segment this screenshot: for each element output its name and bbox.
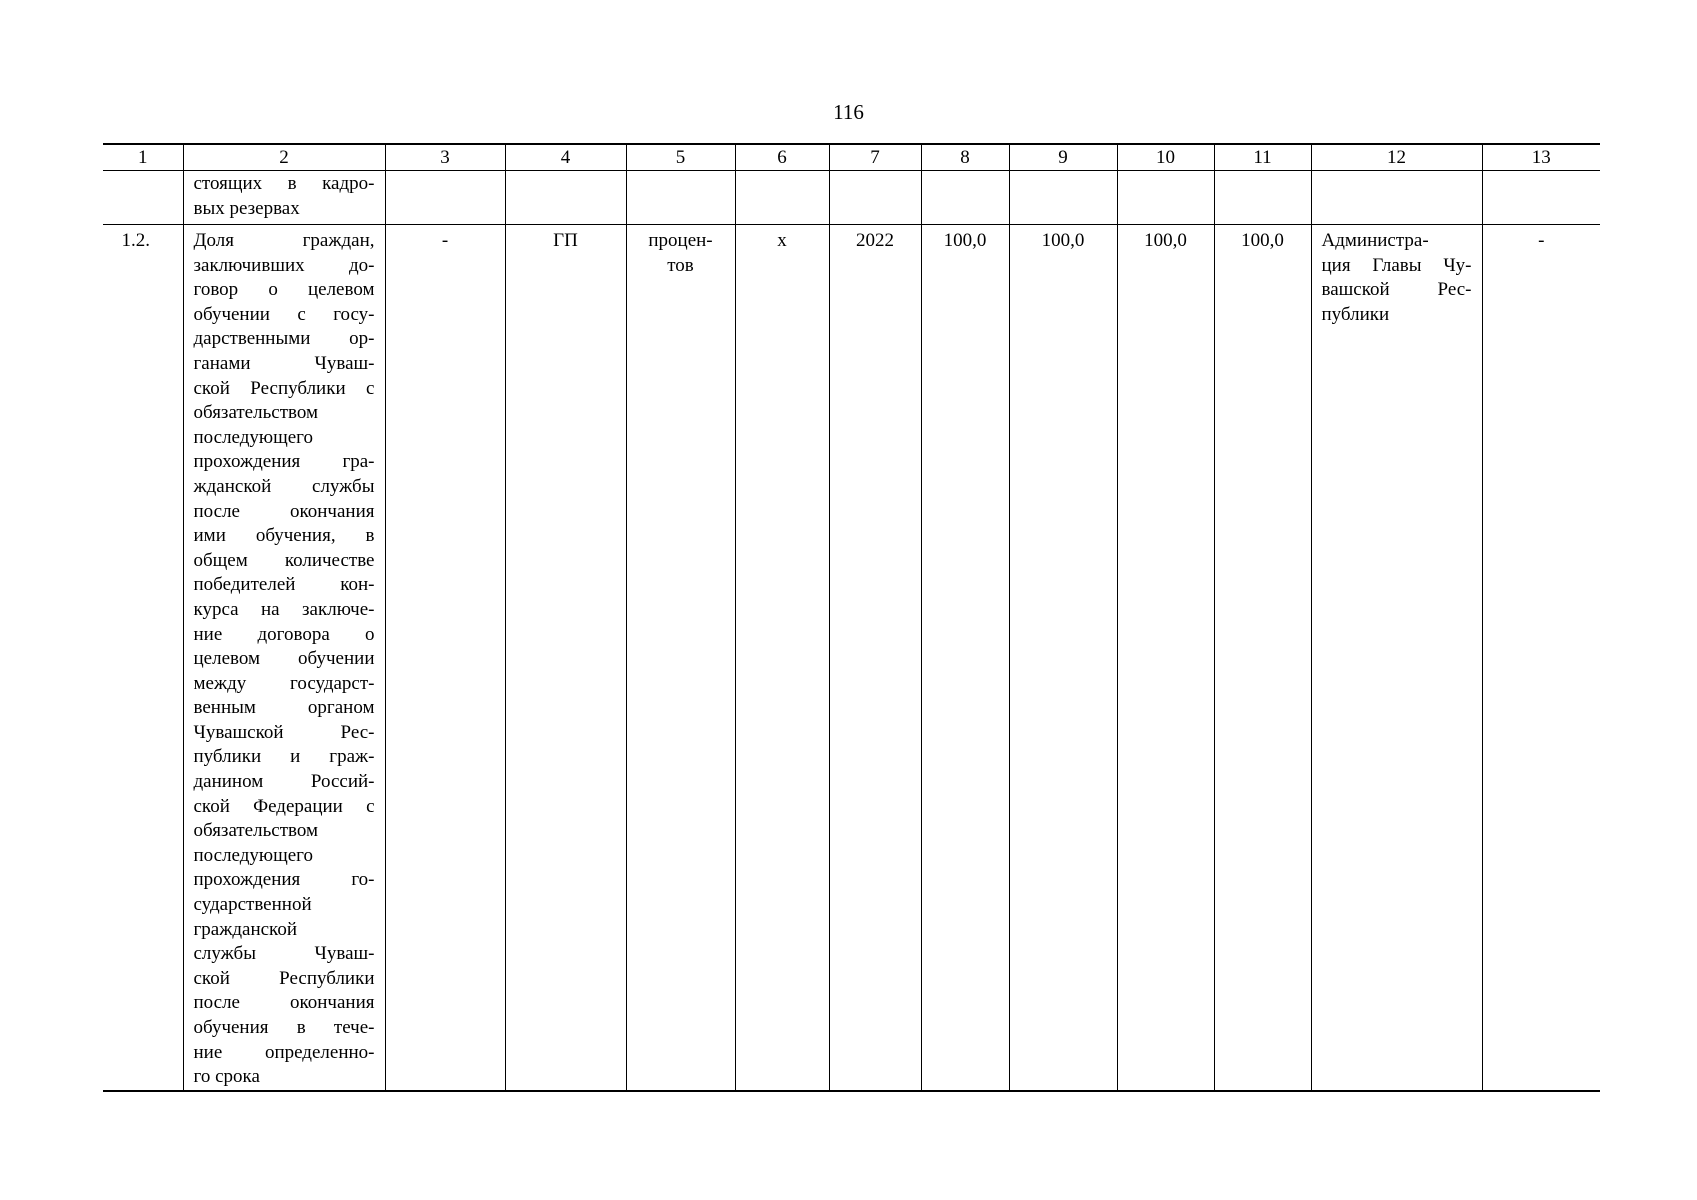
column-header: 11 [1214,144,1311,171]
value-col11: 100,0 [1241,230,1284,251]
value-cell [1214,225,1311,1091]
text-line: ской Федерации с [193,795,375,817]
row-number: 1.2. [121,230,150,251]
table-cell [505,171,626,225]
text-line: ганами Чуваш- [193,352,375,374]
value-col10: 100,0 [1144,230,1187,251]
table-cell [1214,171,1311,225]
text-line: общем количестве [193,549,375,571]
text-line: го срока [193,1066,260,1088]
table-cell [921,171,1009,225]
column-header: 5 [626,144,735,171]
text-line: Доля граждан, [193,230,375,251]
col3-cell [385,225,505,1091]
column-header: 9 [1009,144,1117,171]
unit-text [627,225,735,278]
column-header: 7 [829,144,921,171]
text-line: вых резервах [193,197,300,219]
column-header: 2 [183,144,385,171]
col13-cell [1482,225,1600,1091]
unit-cell [626,225,735,1091]
text-line: курса на заключе- [193,598,375,620]
text-line: ими обучения, в [193,525,375,547]
column-header: 12 [1311,144,1482,171]
col6-cell [735,225,829,1091]
text-line: обучении с госу- [193,303,375,325]
continuation-text [184,171,385,221]
col13-value: - [1538,230,1545,251]
table-cell [1117,171,1214,225]
responsible-text [1312,225,1482,327]
table-row [103,225,1600,1091]
text-line: обязательством [193,402,319,424]
page-number: 116 [833,100,864,124]
text-line: тов [667,254,694,276]
text-line: ской Республики с [193,377,375,399]
indicator-cell [183,225,385,1091]
text-line: процен- [648,230,713,251]
text-line: дарственными ор- [193,328,375,350]
text-line: обязательством [193,820,319,842]
text-line: Чувашской Рес- [193,721,375,743]
text-line: после окончания [193,500,375,522]
responsible-cell [1311,225,1482,1091]
text-line: Администра- [1321,230,1429,251]
text-line: данином Россий- [193,771,375,793]
column-header: 3 [385,144,505,171]
column-header: 6 [735,144,829,171]
table-cell [385,171,505,225]
value-cell [921,225,1009,1091]
text-line: победителей кон- [193,574,375,596]
table-cell [626,171,735,225]
text-line: последующего [193,426,313,448]
text-line: ция Главы Чу- [1321,254,1472,276]
indicator-text [184,225,385,1090]
year-value: 2022 [856,230,894,251]
text-line: публики [1321,303,1390,325]
program-code: ГП [553,230,578,251]
value-cell [1009,225,1117,1091]
value-cell [1117,225,1214,1091]
text-line: между государст- [193,672,375,694]
text-line: гражданской [193,918,297,940]
text-line: сударственной [193,894,312,916]
column-header: 13 [1482,144,1600,171]
text-line: ние договора о [193,623,375,645]
value-col8: 100,0 [943,230,987,251]
column-header: 10 [1117,144,1214,171]
table-cell [1482,171,1600,225]
text-line: ние определенно- [193,1041,375,1063]
column-header: 1 [103,144,183,171]
text-line: заключивших до- [193,254,375,276]
text-line: обучения в тече- [193,1017,375,1038]
table-cell [103,171,183,225]
text-line: говор о целевом [193,279,375,301]
col3-value: - [441,230,449,251]
text-line: венным органом [193,697,375,719]
text-line: жданской службы [193,475,375,497]
text-line: после окончания [193,992,375,1014]
text-line: последующего [193,844,313,866]
table-cell [1009,171,1117,225]
table-cell [829,171,921,225]
text-line: службы Чуваш- [193,943,375,965]
col4-cell [505,225,626,1091]
column-number-row [103,144,1600,171]
text-line: вашской Рес- [1321,279,1472,301]
text-line: ской Республики [193,967,375,989]
text-line: стоящих в кадро- [193,173,375,194]
text-line: прохождения го- [193,869,375,891]
row-number-cell [103,225,183,1091]
text-line: целевом обучении [193,648,375,670]
column-header: 4 [505,144,626,171]
continuation-row [103,171,1600,225]
continuation-text-cell [183,171,385,225]
table-cell [1311,171,1482,225]
value-col9: 100,0 [1041,230,1085,251]
year-cell [829,225,921,1091]
text-line: прохождения гра- [193,451,375,473]
indicators-table [103,143,1600,1092]
table-cell [735,171,829,225]
col6-value: х [777,230,787,251]
column-header: 8 [921,144,1009,171]
text-line: публики и граж- [193,746,375,768]
